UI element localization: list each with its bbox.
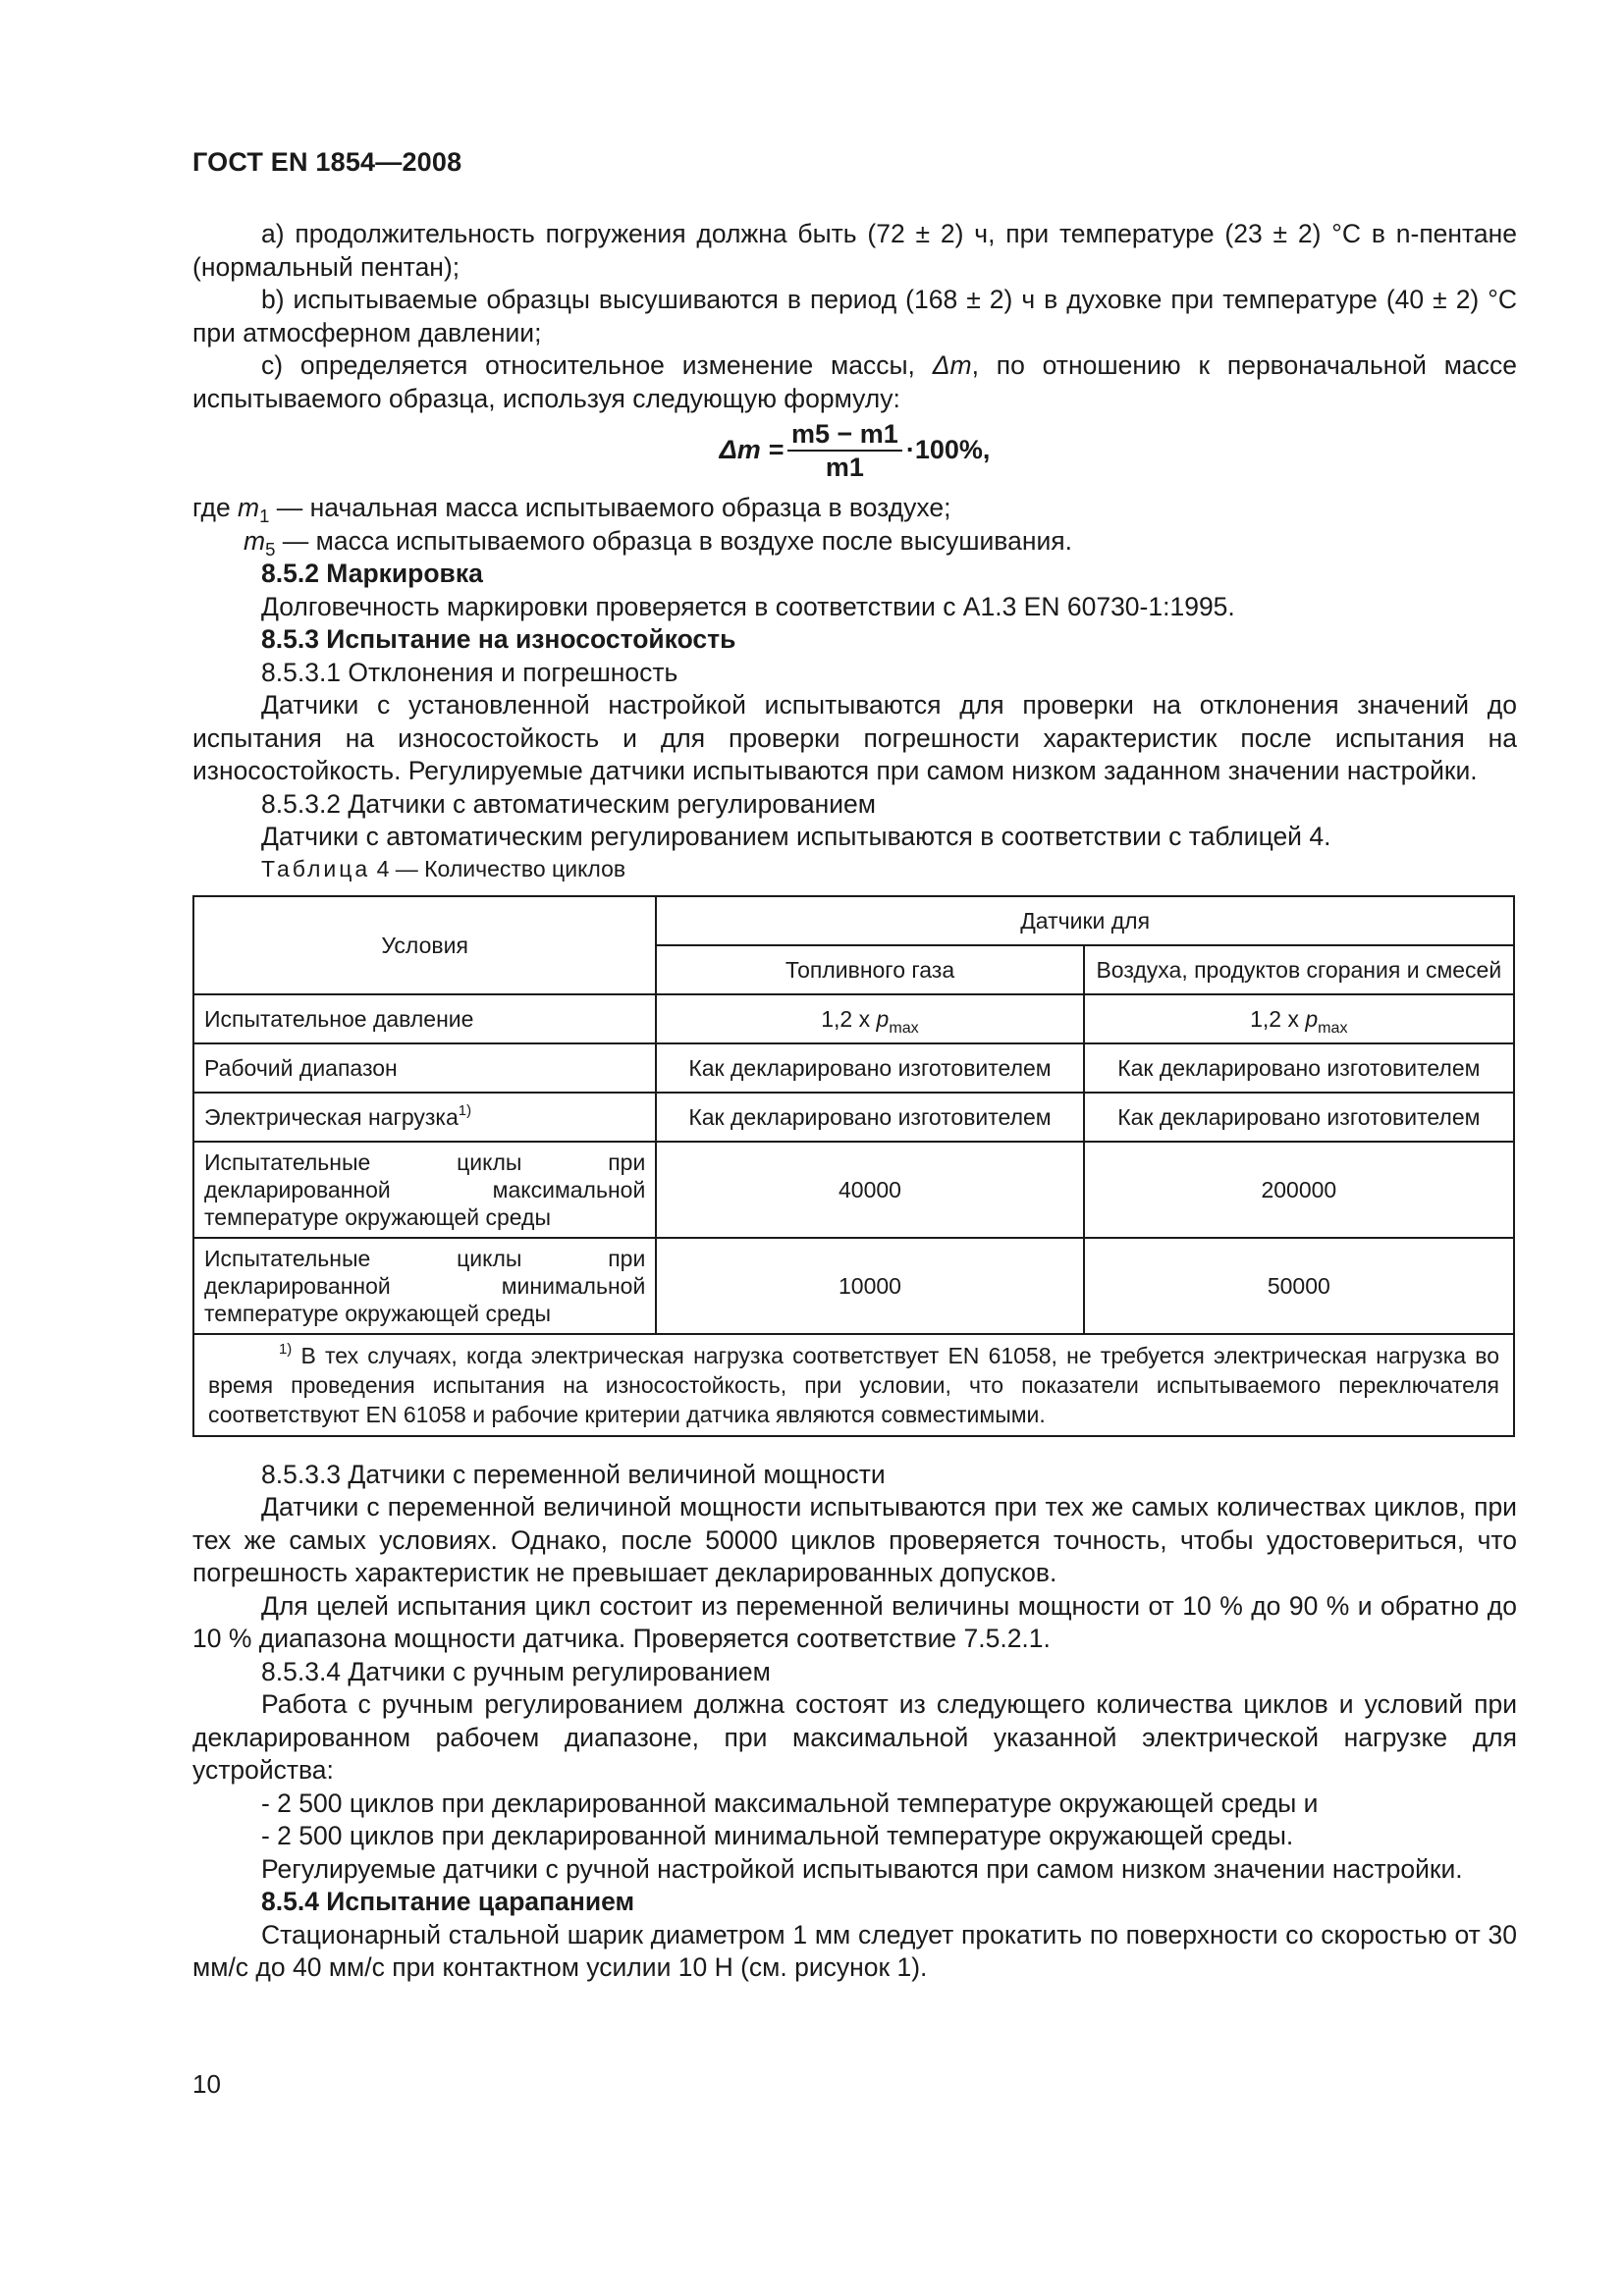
section-8-5-3-3-text-2: Для целей испытания цикл состоит из переменной величины мощности от 10 % до 90 % и обратно до 10 % диапазона мощности датчика. Проверяется соответствие 7.5.2.1.	[192, 1590, 1517, 1653]
table-4	[192, 895, 1515, 1437]
table-row	[193, 1238, 1514, 1334]
section-8-5-3-1-text: Датчики с установленной настройкой испытываются для проверки на отклонения значений до испытания на износостойкость и для проверки погрешности характеристик после испытания на износостойкость. Регулируемые датчики испытываются при самом низком заданном значении настройки.	[192, 690, 1517, 785]
page-number: 10	[192, 2069, 221, 2099]
where-line-1: где $m_1$ — начальная масса испытываемого образца в воздухе;	[192, 493, 951, 526]
table-caption: Таблица 4 — Количество циклов	[261, 855, 626, 881]
table-row	[193, 1043, 1514, 1093]
where-line-2: $m_5$ — масса испытываемого образца в воздухе после высушивания.	[244, 525, 1072, 560]
row-value-fuel: 40000	[656, 1142, 1083, 1238]
formula-fraction	[787, 419, 902, 482]
delta-m: Δm	[932, 350, 972, 380]
row-value-fuel: Как декларировано изготовителем	[656, 1043, 1083, 1093]
section-8-5-3-1-title: 8.5.3.1 Отклонения и погрешность	[261, 657, 678, 687]
section-8-5-4-title: 8.5.4 Испытание царапанием	[261, 1887, 635, 1916]
row-label: Испытательные циклы при декларированной минимальной температуре окружающей среды	[193, 1238, 656, 1334]
formula-tail: ·100%,	[905, 435, 991, 465]
table-footnote: $^{1)}$ В тех случаях, когда электрическая нагрузка соответствует EN 61058, не требуется электрическая нагрузка во время проведения испытания на износостойкость, при условии, что показатели испытываемого переключателя соответствуют EN 61058 и рабочие критерии датчика являются совместимыми.	[193, 1334, 1514, 1436]
paragraph-c	[192, 349, 1517, 415]
formula-lhs: Δm =	[719, 435, 784, 465]
row-label: Электрическая нагрузка$^{1)}$	[193, 1093, 656, 1142]
paragraph-b: b) испытываемые образцы высушиваются в период (168 ± 2) ч в духовке при температуре (40 ± 2) °С при атмосферном давлении;	[192, 285, 1517, 347]
row-label: Рабочий диапазон	[193, 1043, 656, 1093]
section-8-5-3-4-text-1: Работа с ручным регулированием должна состоят из следующего количества циклов и условий при декларированном рабочем диапазоне, при максимальной указанной электрической нагрузке для устройства:	[192, 1689, 1517, 1785]
section-8-5-3-4-text-2: Регулируемые датчики с ручной настройкой испытываются при самом низком значении настройки.	[261, 1853, 1463, 1884]
paragraph-c-pre: c) определяется относительное изменение массы,	[261, 350, 933, 380]
row-value-fuel: 10000	[656, 1238, 1083, 1334]
paragraph-a: a) продолжительность погружения должна быть (72 ± 2) ч, при температуре (23 ± 2) °С в n-пентане (нормальный пентан);	[192, 219, 1517, 282]
row-value-air: Как декларировано изготовителем	[1084, 1093, 1514, 1142]
row-value-air: 50000	[1084, 1238, 1514, 1334]
row-label: Испытательное давление	[193, 994, 656, 1043]
formula-numerator: m5 − m1	[787, 419, 902, 452]
section-8-5-3-3-title: 8.5.3.3 Датчики с переменной величиной мощности	[261, 1459, 886, 1489]
formula-expression	[720, 419, 991, 482]
row-label: Испытательные циклы при декларированной максимальной температуре окружающей среды	[193, 1142, 656, 1238]
header-air: Воздуха, продуктов сгорания и смесей	[1084, 945, 1514, 994]
section-8-5-2-text: Долговечность маркировки проверяется в соответствии с А1.3 EN 60730-1:1995.	[261, 591, 1235, 621]
section-8-5-3-title: 8.5.3 Испытание на износостойкость	[261, 624, 736, 654]
section-8-5-3-2-text: Датчики с автоматическим регулированием испытываются в соответствии с таблицей 4.	[261, 822, 1331, 851]
table-row	[193, 994, 1514, 1043]
row-value-air: Как декларировано изготовителем	[1084, 1043, 1514, 1093]
section-8-5-2-title: 8.5.2 Маркировка	[261, 559, 483, 588]
table-row	[193, 1093, 1514, 1142]
row-value-air: 1,2 x $p_{max}$	[1084, 994, 1514, 1043]
section-8-5-3-2-title: 8.5.3.2 Датчики с автоматическим регулированием	[261, 788, 876, 819]
list-item: - 2 500 циклов при декларированной минимальной температуре окружающей среды.	[261, 1821, 1294, 1850]
row-value-air: 200000	[1084, 1142, 1514, 1238]
table-row	[193, 1142, 1514, 1238]
header-conditions: Условия	[193, 896, 656, 994]
list-item: - 2 500 циклов при декларированной максимальной температуре окружающей среды и	[261, 1788, 1319, 1818]
section-8-5-3-3-text-1: Датчики с переменной величиной мощности испытываются при тех же самых количествах циклов, при тех же самых условиях. Однако, после 50000 циклов проверяется точность, чтобы удостовериться, что погрешность характеристик не превышает декларированных допусков.	[192, 1492, 1517, 1587]
section-8-5-4-text: Стационарный стальной шарик диаметром 1 мм следует прокатить по поверхности со скоростью от 30 мм/с до 40 мм/с при контактном усилии 10 Н (см. рисунок 1).	[192, 1919, 1517, 1982]
row-value-fuel: Как декларировано изготовителем	[656, 1093, 1083, 1142]
formula	[192, 419, 1517, 490]
paragraph-c-post: , по отношению к первоначальной массе испытываемого образца, используя следующую формулу:	[192, 350, 1517, 413]
header-fuel-gas: Топливного газа	[656, 945, 1083, 994]
header-sensors-for: Датчики для	[656, 896, 1514, 945]
section-8-5-3-4-title: 8.5.3.4 Датчики с ручным регулированием	[261, 1656, 771, 1686]
document-body	[192, 218, 1517, 1985]
document-header: ГОСТ EN 1854—2008	[192, 147, 462, 177]
row-value-fuel: 1,2 x $p_{max}$	[656, 994, 1083, 1043]
formula-denominator: m1	[825, 453, 864, 482]
